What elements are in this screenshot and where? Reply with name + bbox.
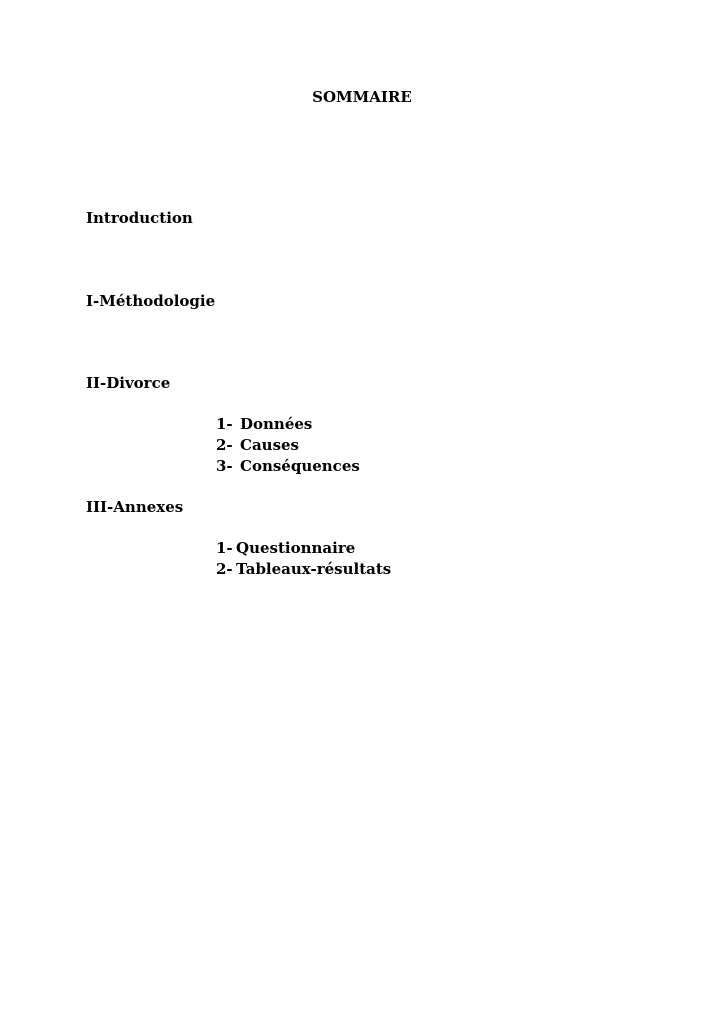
item-text: Tableaux-résultats bbox=[236, 560, 392, 578]
subsection-item bbox=[216, 414, 312, 434]
subsection-item bbox=[216, 435, 299, 455]
item-number: 2- bbox=[216, 560, 233, 578]
section-introduction: Introduction bbox=[86, 209, 193, 227]
page-title: SOMMAIRE bbox=[312, 88, 412, 106]
item-text: Conséquences bbox=[240, 457, 360, 475]
subsection-item bbox=[216, 559, 391, 579]
item-text: Causes bbox=[240, 436, 299, 454]
item-text: Questionnaire bbox=[236, 539, 356, 557]
item-number: 2- bbox=[216, 436, 233, 454]
section-annexes: III-Annexes bbox=[86, 498, 184, 516]
item-text: Données bbox=[240, 415, 313, 433]
section-divorce: II-Divorce bbox=[86, 374, 171, 392]
subsection-item bbox=[216, 456, 360, 476]
item-number: 1- bbox=[216, 415, 233, 433]
subsection-item bbox=[216, 538, 355, 558]
item-number: 1- bbox=[216, 539, 233, 557]
section-methodologie: I-Méthodologie bbox=[86, 292, 216, 310]
item-number: 3- bbox=[216, 457, 233, 475]
